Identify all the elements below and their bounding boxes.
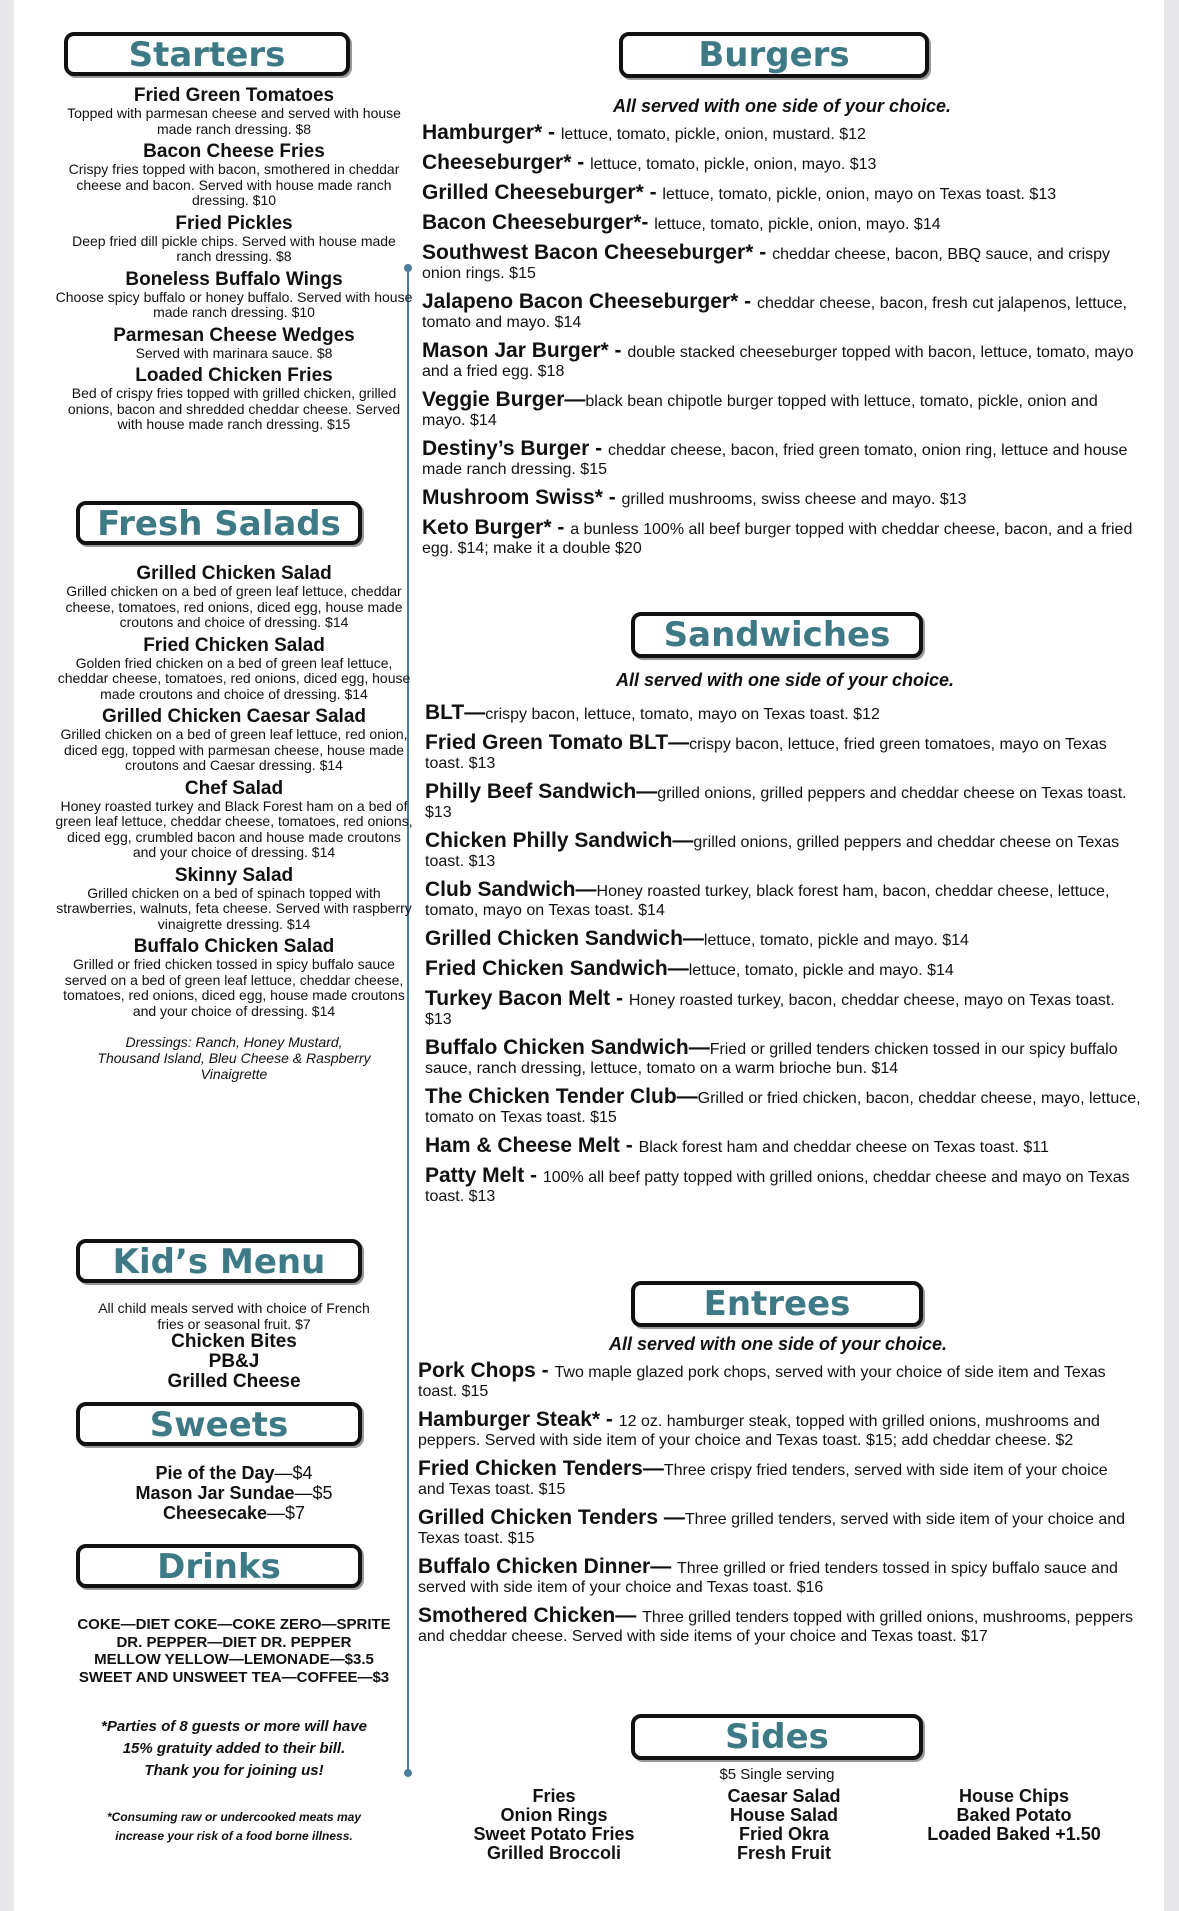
side-item: Loaded Baked +1.50 (927, 1824, 1101, 1844)
entree-desc: Three grilled tenders, served with side item of your choice and Texas toast. $15 (418, 1511, 1126, 1547)
drinks-line: SWEET AND UNSWEET TEA—COFFEE—$3 (78, 1668, 390, 1686)
burger-desc: cheddar cheese, bacon, fried green tomato, onion ring, lettuce and house made ranch dressing. $15 (422, 442, 1128, 478)
entree-desc: Three grilled tenders topped with grilled onions, mushrooms, peppers and cheddar cheese. Served with side items of your choice and Texas toast. $17 (418, 1609, 1133, 1645)
sides-col-1 (434, 1787, 674, 1863)
burger-desc: a bunless 100% all beef burger topped with cheddar cheese, bacon, and a fried egg. $14; make it a double $20 (422, 521, 1133, 557)
sandwich-item (425, 782, 1145, 822)
entrees-list (418, 1334, 1138, 1655)
starter-item (54, 270, 414, 321)
sandwich-item (425, 733, 1145, 773)
starters-header: Starters (64, 32, 350, 76)
burger-name: Keto Burger* - (422, 516, 571, 539)
burger-item (422, 243, 1142, 283)
entree-name: Pork Chops - (418, 1359, 555, 1382)
salad-name: Grilled Chicken Salad (136, 563, 332, 584)
entree-item (418, 1410, 1138, 1450)
entree-name: Smothered Chicken— (418, 1604, 643, 1627)
sandwich-desc: Black forest ham and cheddar cheese on Texas toast. $11 (638, 1139, 1049, 1156)
starter-name: Fried Pickles (175, 212, 293, 234)
warning-line: increase your risk of a food borne illness. (115, 1829, 353, 1843)
sandwich-item (425, 880, 1145, 920)
salad-item (54, 636, 414, 703)
burger-name: Grilled Cheeseburger* - (422, 181, 663, 204)
dressings-note: Dressings: Ranch, Honey Mustard, Thousand Island, Bleu Cheese & Raspberry Vinaigrette (97, 1034, 371, 1082)
sweets-header: Sweets (76, 1402, 362, 1446)
side-item: Grilled Broccoli (486, 1843, 622, 1863)
starter-item (54, 214, 414, 265)
burger-desc: lettuce, tomato, pickle, onion, mayo. $14 (654, 216, 941, 233)
starter-item (54, 86, 414, 137)
sweet-item (54, 1463, 414, 1483)
sides-col-2 (674, 1787, 894, 1863)
entrees-subtitle: All served with one side of your choice. (608, 1334, 948, 1354)
kids-item: PB&J (208, 1351, 260, 1372)
salad-desc: Grilled or fried chicken tossed in spicy buffalo sauce served on a bed of green leaf lettuce, cheddar cheese, tomatoes, red onions, diced egg, house made croutons and your choice of dressing. $14 (63, 956, 405, 1019)
starter-desc: Bed of crispy fries topped with grilled chicken, grilled onions, bacon and shredded cheddar cheese. Served with house made ranch dressing. $15 (67, 385, 401, 432)
salad-name: Chef Salad (184, 777, 284, 799)
salad-desc: Grilled chicken on a bed of green leaf lettuce, red onion, diced egg, topped with parmesan cheese, house made croutons and Caesar dressing. $14 (60, 726, 408, 773)
sweet-price: —$5 (294, 1483, 333, 1503)
sandwich-name: Philly Beef Sandwich— (425, 780, 658, 803)
sandwich-name: Patty Melt - (425, 1164, 543, 1187)
burger-item (422, 488, 1142, 509)
burger-item (422, 292, 1142, 332)
sweet-item (54, 1483, 414, 1503)
sandwich-desc: Grilled or fried chicken, bacon, cheddar cheese, mayo, lettuce, tomato on Texas toast. $15 (425, 1090, 1141, 1126)
sweet-item (54, 1503, 414, 1523)
burger-desc: lettuce, tomato, pickle, onion, mustard. $12 (560, 126, 866, 143)
entree-item (418, 1508, 1138, 1548)
sandwich-item (425, 929, 1145, 950)
kids-item: Chicken Bites (171, 1331, 297, 1352)
burgers-header: Burgers (619, 32, 929, 78)
entrees-header: Entrees (631, 1281, 923, 1327)
sandwich-desc: Honey roasted turkey, black forest ham, bacon, cheddar cheese, lettuce, tomato, mayo on Texas toast. $14 (425, 883, 1110, 919)
entree-name: Buffalo Chicken Dinner— (418, 1555, 678, 1578)
salad-desc: Honey roasted turkey and Black Forest ham on a bed of green leaf lettuce, cheddar cheese, tomatoes, red onions, diced egg, crumbled bacon and house made croutons and your choice of dressing. $14 (55, 797, 413, 860)
starter-name: Boneless Buffalo Wings (125, 268, 343, 290)
sandwich-desc: lettuce, tomato, pickle and mayo. $14 (688, 962, 954, 979)
party-note (54, 1716, 414, 1782)
sides-col-3 (894, 1787, 1134, 1863)
sweet-name: Cheesecake (162, 1503, 268, 1523)
entree-name: Fried Chicken Tenders— (418, 1457, 664, 1480)
burger-desc: lettuce, tomato, pickle, onion, mayo on Texas toast. $13 (662, 186, 1057, 203)
sandwiches-subtitle: All served with one side of your choice. (615, 670, 955, 690)
sandwich-item (425, 1087, 1145, 1127)
menu-page (14, 0, 1164, 1911)
burger-name: Mason Jar Burger* - (422, 339, 628, 362)
sandwich-name: The Chicken Tender Club— (425, 1085, 698, 1108)
sandwich-item (425, 703, 1145, 724)
drinks-list (54, 1616, 414, 1686)
kids-note: All child meals served with choice of French fries or seasonal fruit. $7 (98, 1300, 370, 1332)
sandwich-name: Chicken Philly Sandwich— (425, 829, 694, 852)
starter-item (54, 366, 414, 433)
entree-desc: Two maple glazed pork chops, served with your choice of side item and Texas toast. $15 (418, 1364, 1106, 1400)
side-item: Fried Okra (738, 1824, 830, 1844)
sandwich-desc: 100% all beef patty topped with grilled onions, cheddar cheese and mayo on Texas toast. $13 (425, 1169, 1130, 1205)
burger-item (422, 518, 1142, 558)
drinks-line: MELLOW YELLOW—LEMONADE—$3.5 (94, 1651, 374, 1668)
sweets-list (54, 1463, 414, 1523)
burger-name: Jalapeno Bacon Cheeseburger* - (422, 290, 757, 313)
warning-line: *Consuming raw or undercooked meats may (106, 1810, 362, 1824)
salad-item (54, 564, 414, 631)
drinks-line: COKE—DIET COKE—COKE ZERO—SPRITE (77, 1616, 391, 1633)
side-item: Onion Rings (500, 1805, 608, 1825)
party-line: 15% gratuity added to their bill. (122, 1740, 346, 1757)
burger-item (422, 390, 1142, 430)
side-item: House Chips (958, 1786, 1069, 1806)
salad-name: Buffalo Chicken Salad (133, 936, 335, 957)
sandwich-name: Fried Green Tomato BLT— (425, 731, 690, 754)
burger-name: Southwest Bacon Cheeseburger* - (422, 241, 773, 264)
sandwich-item (425, 959, 1145, 980)
sandwich-desc: Honey roasted turkey, bacon, cheddar cheese, mayo on Texas toast. $13 (425, 992, 1115, 1028)
burger-item (422, 213, 1142, 234)
sandwich-desc: grilled onions, grilled peppers and cheddar cheese on Texas toast. $13 (425, 785, 1127, 821)
burger-name: Veggie Burger— (422, 388, 586, 411)
sweet-name: Mason Jar Sundae (135, 1483, 295, 1503)
starter-name: Fried Green Tomatoes (133, 85, 335, 106)
sides-note: $5 Single serving (719, 1766, 835, 1783)
burger-desc: lettuce, tomato, pickle, onion, mayo. $13 (590, 156, 877, 173)
sides-columns (434, 1787, 1134, 1863)
sandwich-desc: lettuce, tomato, pickle and mayo. $14 (703, 932, 969, 949)
kids-item: Grilled Cheese (167, 1371, 301, 1392)
entree-desc: 12 oz. hamburger steak, topped with grilled onions, mushrooms and peppers. Served with side item of your choice and Texas toast. $15; add cheddar cheese. $2 (418, 1413, 1100, 1449)
burger-desc: grilled mushrooms, swiss cheese and mayo. $13 (621, 491, 967, 508)
burger-name: Mushroom Swiss* - (422, 486, 622, 509)
health-warning (54, 1808, 414, 1846)
sandwich-item (425, 1166, 1145, 1206)
starter-item (54, 142, 414, 209)
entree-desc: Three crispy fried tenders, served with side item of your choice and Texas toast. $15 (418, 1462, 1108, 1498)
starter-desc: Topped with parmesan cheese and served with house made ranch dressing. $8 (67, 105, 401, 137)
entree-item (418, 1459, 1138, 1499)
burger-desc: double stacked cheeseburger topped with bacon, lettuce, tomato, mayo and a fried egg. $18 (422, 344, 1134, 380)
entree-name: Grilled Chicken Tenders — (418, 1506, 685, 1529)
salad-item (54, 779, 414, 861)
entree-item (418, 1606, 1138, 1646)
burgers-list (422, 96, 1142, 567)
sandwich-name: BLT— (425, 701, 486, 724)
burger-item (422, 183, 1142, 204)
salad-desc: Golden fried chicken on a bed of green leaf lettuce, cheddar cheese, tomatoes, red onions, diced egg, house made croutons and choice of dressing. $14 (57, 654, 411, 702)
burger-desc: cheddar cheese, bacon, BBQ sauce, and crispy onion rings. $15 (422, 246, 1111, 282)
starters-list (54, 86, 414, 438)
sandwiches-list (425, 670, 1145, 1215)
sandwiches-header: Sandwiches (631, 612, 923, 658)
side-item: Sweet Potato Fries (473, 1824, 635, 1844)
side-item: House Salad (729, 1805, 839, 1825)
burger-name: Hamburger* - (422, 121, 561, 144)
kids-header: Kid’s Menu (76, 1239, 362, 1283)
sweet-price: —$7 (267, 1503, 306, 1523)
side-item: Caesar Salad (727, 1786, 841, 1806)
party-line: *Parties of 8 guests or more will have (101, 1718, 367, 1735)
burger-name: Destiny’s Burger - (422, 437, 608, 460)
burger-item (422, 341, 1142, 381)
sandwich-item (425, 831, 1145, 871)
entree-name: Hamburger Steak* - (418, 1408, 619, 1431)
party-line: Thank you for joining us! (144, 1762, 324, 1779)
side-item: Baked Potato (956, 1805, 1072, 1825)
sweet-price: —$4 (274, 1463, 313, 1483)
sandwich-desc: crispy bacon, lettuce, fried green tomatoes, mayo on Texas toast. $13 (425, 736, 1107, 772)
salads-header: Fresh Salads (76, 501, 362, 545)
side-item: Fresh Fruit (736, 1843, 831, 1863)
starter-desc: Served with marinara sauce. $8 (135, 344, 333, 361)
starter-item (54, 326, 414, 362)
drinks-header: Drinks (76, 1544, 362, 1588)
entree-item (418, 1361, 1138, 1401)
burger-desc: cheddar cheese, bacon, fresh cut jalapenos, lettuce, tomato and mayo. $14 (422, 295, 1127, 331)
starter-desc: Deep fried dill pickle chips. Served with house made ranch dressing. $8 (72, 232, 396, 264)
burger-name: Bacon Cheeseburger*- (422, 211, 655, 234)
sandwich-name: Fried Chicken Sandwich— (425, 957, 689, 980)
salad-desc: Grilled chicken on a bed of spinach topped with strawberries, walnuts, feta cheese. Served with raspberry vinaigrette dressing. $14 (56, 884, 412, 932)
sandwich-desc: Fried or grilled tenders chicken tossed in our spicy buffalo sauce, ranch dressing, lettuce, tomato on a warm brioche bun. $14 (425, 1041, 1118, 1077)
sandwich-item (425, 1136, 1145, 1157)
salad-name: Fried Chicken Salad (143, 634, 325, 656)
sandwich-name: Club Sandwich— (425, 878, 597, 901)
sandwich-item (425, 989, 1145, 1029)
salad-item (54, 866, 414, 933)
starter-desc: Choose spicy buffalo or honey buffalo. Served with house made ranch dressing. $10 (55, 288, 413, 320)
salad-name: Skinny Salad (174, 864, 294, 886)
starter-name: Bacon Cheese Fries (143, 141, 325, 162)
sandwich-name: Turkey Bacon Melt - (425, 987, 629, 1010)
salad-desc: Grilled chicken on a bed of green leaf lettuce, cheddar cheese, tomatoes, red onions, diced egg, house made croutons and choice of dressing. $14 (65, 583, 403, 630)
burger-item (422, 153, 1142, 174)
burgers-subtitle: All served with one side of your choice. (612, 96, 952, 116)
starter-desc: Crispy fries topped with bacon, smothered in cheddar cheese and bacon. Served with house made ranch dressing. $10 (68, 161, 400, 208)
salad-item (54, 707, 414, 774)
burger-item (422, 123, 1142, 144)
sandwich-name: Grilled Chicken Sandwich— (425, 927, 704, 950)
entree-desc: Three grilled or fried tenders tossed in spicy buffalo sauce and served with side item of your choice and Texas toast. $16 (418, 1560, 1118, 1596)
sandwich-desc: grilled onions, grilled peppers and cheddar cheese on Texas toast. $13 (425, 834, 1120, 870)
starter-name: Loaded Chicken Fries (135, 365, 333, 386)
kids-list (54, 1300, 414, 1392)
burger-item (422, 439, 1142, 479)
entree-item (418, 1557, 1138, 1597)
burger-desc: black bean chipotle burger topped with lettuce, tomato, pickle, onion and mayo. $14 (422, 393, 1098, 429)
salad-name: Grilled Chicken Caesar Salad (101, 706, 366, 727)
sandwich-name: Buffalo Chicken Sandwich— (425, 1036, 710, 1059)
salad-item (54, 937, 414, 1019)
sandwich-name: Ham & Cheese Melt - (425, 1134, 639, 1157)
sweet-name: Pie of the Day (155, 1463, 275, 1483)
sandwich-item (425, 1038, 1145, 1078)
salads-list (54, 564, 414, 1082)
drinks-line: DR. PEPPER—DIET DR. PEPPER (116, 1633, 352, 1651)
sandwich-desc: crispy bacon, lettuce, tomato, mayo on Texas toast. $12 (485, 706, 880, 723)
starter-name: Parmesan Cheese Wedges (113, 324, 355, 346)
side-item: Fries (532, 1786, 576, 1806)
burger-name: Cheeseburger* - (422, 151, 591, 174)
sides-header: Sides (631, 1714, 923, 1760)
